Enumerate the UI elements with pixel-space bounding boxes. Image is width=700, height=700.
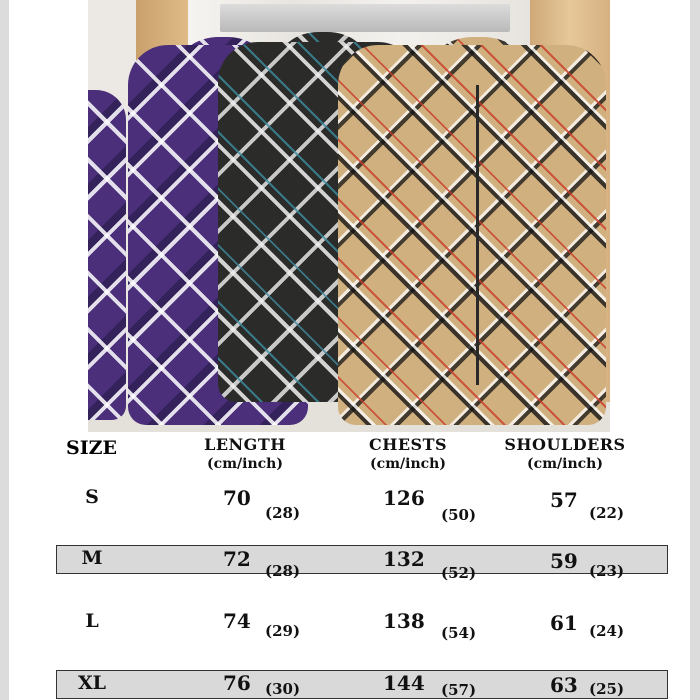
length-inch: (28) <box>265 562 301 580</box>
shoulders-header <box>490 435 640 472</box>
shoulder-cm: 63 <box>550 673 578 697</box>
shoulder-inch: (25) <box>589 680 625 698</box>
chest-inch: (54) <box>441 624 477 642</box>
length-inch: (29) <box>265 622 301 640</box>
length-header <box>180 435 310 472</box>
chest-cm: 138 <box>383 609 425 633</box>
shoulder-inch: (22) <box>589 504 625 522</box>
length-cm: 76 <box>223 671 251 695</box>
shoulder-cm: 57 <box>550 488 578 512</box>
chest-inch: (52) <box>441 564 477 582</box>
shoulders-unit-label: (cm/inch) <box>527 456 603 472</box>
length-cm: 74 <box>223 609 251 633</box>
right-frame-border <box>690 0 700 700</box>
chest-inch: (57) <box>441 681 477 699</box>
shoulders-header-label: SHOULDERS <box>504 435 626 454</box>
length-cm: 70 <box>223 486 251 510</box>
size-label: S <box>85 486 99 508</box>
beige-check-jacket <box>338 45 606 425</box>
size-label: M <box>81 547 103 569</box>
chests-header-label: CHESTS <box>368 435 448 454</box>
size-header: SIZE <box>66 437 117 459</box>
chest-cm: 132 <box>383 547 425 571</box>
length-cm: 72 <box>223 547 251 571</box>
chests-unit-label: (cm/inch) <box>370 456 446 472</box>
left-frame-border <box>0 0 9 700</box>
length-inch: (28) <box>265 504 301 522</box>
length-unit-label: (cm/inch) <box>207 456 283 472</box>
chest-inch: (50) <box>441 506 477 524</box>
shoulder-inch: (24) <box>589 622 625 640</box>
chests-header <box>343 435 473 472</box>
chest-cm: 126 <box>383 486 425 510</box>
partial-purple-jacket <box>88 90 126 420</box>
product-photo <box>88 0 610 432</box>
shoulder-cm: 61 <box>550 611 578 635</box>
shoulder-cm: 59 <box>550 549 578 573</box>
size-label: XL <box>77 672 107 694</box>
length-header-label: LENGTH <box>204 435 286 454</box>
hanging-rail <box>220 4 510 32</box>
length-inch: (30) <box>265 680 301 698</box>
shoulder-inch: (23) <box>589 562 625 580</box>
chest-cm: 144 <box>383 671 425 695</box>
size-label: L <box>85 610 99 632</box>
